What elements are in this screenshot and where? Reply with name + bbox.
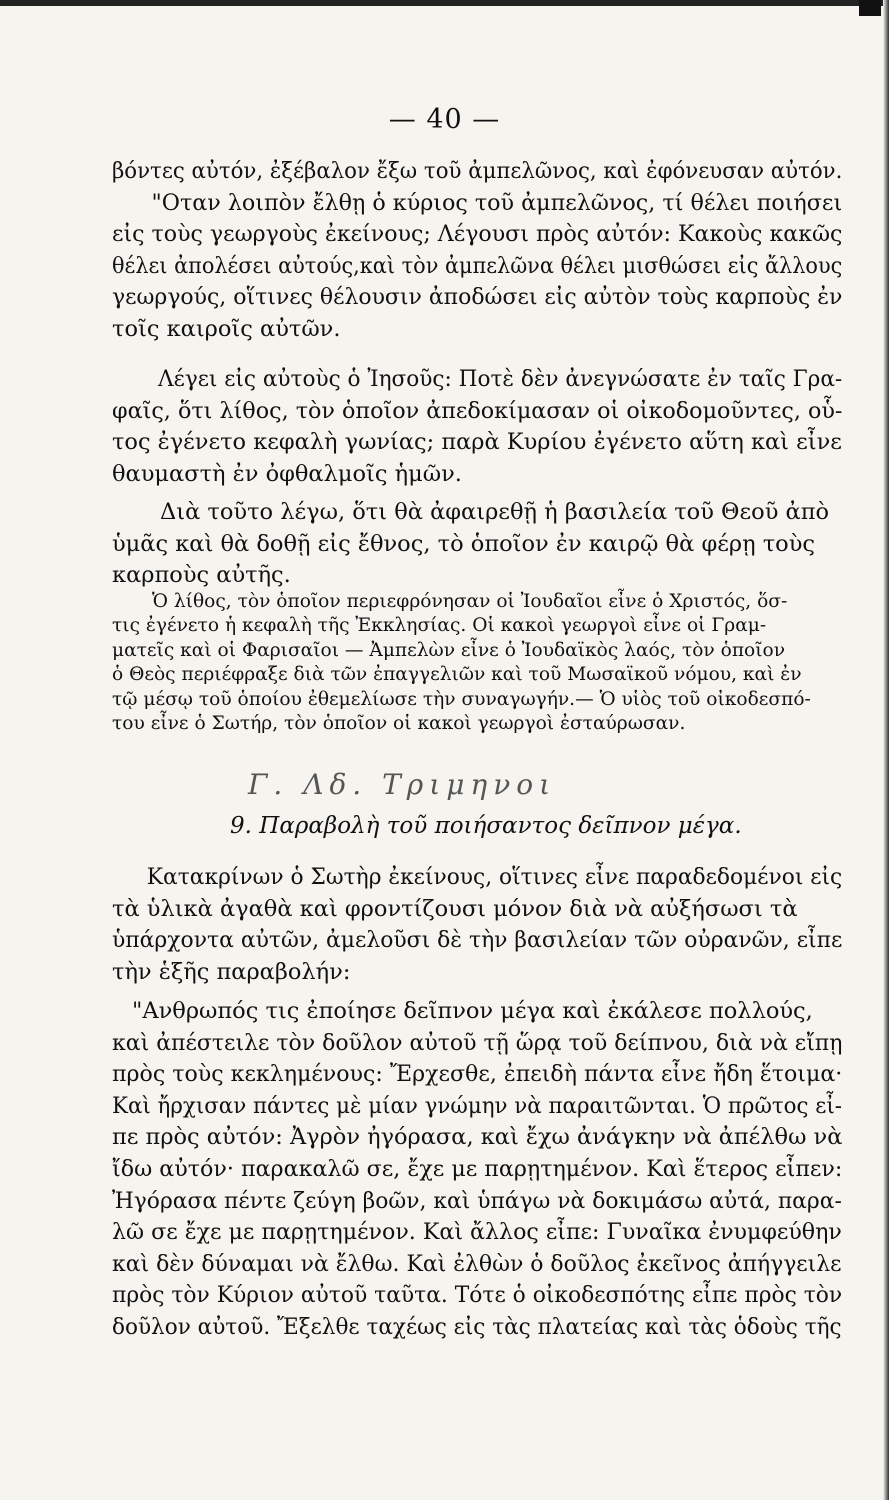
text-line: Κατακρίνων ὁ Σωτὴρ ἐκείνους, οἵτινες εἶνε παραδεδομένοι εἰς bbox=[146, 864, 843, 890]
paragraph-5 bbox=[112, 996, 842, 1344]
text-line: τὰ ὑλικὰ ἀγαθὰ καὶ φροντίζουσι μόνον διὰ νὰ αὐξήσωσι τὰ bbox=[112, 895, 798, 922]
text-line: φαῖς, ὅτι λίθος, τὸν ὁποῖον ἀπεδοκίμασαν οἱ οἰκοδομοῦντες, οὗ- bbox=[112, 397, 843, 424]
text-line: δοῦλον αὐτοῦ. Ἔξελθε ταχέως εἰς τὰς πλατείας καὶ τὰς ὁδοὺς τῆς bbox=[112, 1313, 842, 1340]
text-line: ὑπάρχοντα αὐτῶν, ἀμελοῦσι δὲ τὴν βασιλείαν τῶν οὐρανῶν, εἶπε bbox=[112, 927, 843, 954]
text-line: Ὁ λίθος, τὸν ὁποῖον περιεφρόνησαν οἱ Ἰουδαῖοι εἶνε ὁ Χριστός, ὅσ- bbox=[152, 591, 788, 612]
text-line: τῷ μέσῳ τοῦ ὁποίου ἐθεμελίωσε τὴν συναγωγήν.— Ὁ υἱὸς τοῦ οἰκοδεσπό- bbox=[112, 688, 811, 710]
text-line: Ἠγόρασα πέντε ζεύγη βοῶν, καὶ ὑπάγω νὰ δοκιμάσω αὐτά, παρα- bbox=[112, 1187, 842, 1214]
text-line: "Οταν λοιπὸν ἔλθῃ ὁ κύριος τοῦ ἀμπελῶνος, τί θέλει ποιήσει bbox=[151, 189, 843, 216]
text-line: ὁ Θεὸς περιέφραξε διὰ τῶν ἐπαγγελιῶν καὶ τοῦ Μωσαϊκοῦ νόμου, καὶ ἐν bbox=[112, 664, 802, 686]
text-line: λῶ σε ἔχε με παρῃτημένον. Καὶ ἄλλος εἶπε: Γυναῖκα ἐνυμφεύθην bbox=[112, 1219, 842, 1246]
text-line: πε πρὸς αὐτόν: Ἀγρὸν ἠγόρασα, καὶ ἔχω ἀνάγκην νὰ ἀπέλθω νὰ bbox=[112, 1124, 843, 1151]
text-line: βόντες αὐτόν, ἐξέβαλον ἔξω τοῦ ἀμπελῶνος, καὶ ἐφόνευσαν αὐτόν. bbox=[112, 158, 843, 184]
text-line: τὴν ἑξῆς παραβολήν: bbox=[112, 958, 351, 985]
page-number: — 40 — bbox=[388, 104, 501, 135]
text-line: τοῖς καιροῖς αὐτῶν. bbox=[112, 315, 341, 342]
text-line: ὑμᾶς καὶ θὰ δοθῇ εἰς ἔθνος, τὸ ὁποῖον ἐν καιρῷ θὰ φέρῃ τοὺς bbox=[112, 530, 815, 557]
text-line: πρὸς τοὺς κεκλημένους: Ἔρχεσθε, ἐπειδὴ πάντα εἶνε ἤδη ἕτοιμα· bbox=[112, 1061, 843, 1088]
text-line: γεωργούς, οἵτινες θέλουσιν ἀποδώσει εἰς αὐτὸν τοὺς καρποὺς ἐν bbox=[112, 284, 843, 311]
paragraph-4 bbox=[112, 862, 842, 988]
scan-top-edge bbox=[0, 0, 889, 6]
paragraph-3 bbox=[112, 497, 842, 592]
text-line: Διὰ τοῦτο λέγω, ὅτι θὰ ἀφαιρεθῇ ἡ βασιλεία τοῦ Θεοῦ ἀπὸ bbox=[160, 499, 830, 525]
text-line: καὶ δὲν δύναμαι νὰ ἔλθω. Καὶ ἐλθὼν ὁ δοῦλος ἐκεῖνος ἀπήγγειλε bbox=[112, 1250, 842, 1277]
footnote-paragraph bbox=[112, 590, 842, 736]
text-line: τις ἐγένετο ἡ κεφαλὴ τῆς Ἐκκλησίας. Οἱ κακοὶ γεωργοὶ εἶνε οἱ Γραμ- bbox=[112, 615, 767, 637]
text-line: "Ανθρωπός τις ἐποίησε δεῖπνον μέγα καὶ ἐκάλεσε πολλούς, bbox=[132, 998, 813, 1024]
scan-right-edge bbox=[883, 0, 889, 1500]
paragraph-2 bbox=[112, 364, 842, 490]
text-line: Καὶ ἤρχισαν πάντες μὲ μίαν γνώμην νὰ παραιτῶνται. Ὁ πρῶτος εἶ- bbox=[112, 1092, 842, 1119]
text-line: ματεῖς καὶ οἱ Φαρισαῖοι — Ἀμπελὼν εἶνε ὁ Ἰουδαϊκὸς λαός, τὸν ὁποῖον bbox=[112, 639, 786, 661]
handwritten-annotation: Γ. Λδ. Τριμηνοι bbox=[248, 768, 557, 801]
text-line: θέλει ἀπολέσει αὐτούς,καὶ τὸν ἀμπελῶνα θέλει μισθώσει εἰς ἄλλους bbox=[112, 252, 843, 279]
text-line: θαυμαστὴ ἐν ὀφθαλμοῖς ἡμῶν. bbox=[112, 460, 462, 487]
text-line: του εἶνε ὁ Σωτήρ, τὸν ὁποῖον οἱ κακοὶ γεωργοὶ ἐσταύρωσαν. bbox=[112, 713, 686, 735]
text-line: καὶ ἀπέστειλε τὸν δοῦλον αὐτοῦ τῇ ὥρᾳ τοῦ δείπνου, διὰ νὰ εἴπῃ bbox=[112, 1029, 843, 1056]
section-heading: 9. Παραβολὴ τοῦ ποιήσαντος δεῖπνον μέγα. bbox=[230, 813, 742, 839]
text-line: πρὸς τὸν Κύριον αὐτοῦ ταῦτα. Τότε ὁ οἰκοδεσπότης εἶπε πρὸς τὸν bbox=[112, 1282, 843, 1309]
text-line: καρποὺς αὐτῆς. bbox=[112, 562, 291, 589]
scan-corner-mark bbox=[859, 0, 881, 16]
text-line: εἰς τοὺς γεωργοὺς ἐκείνους; Λέγουσι πρὸς αὐτόν: Κακοὺς κακῶς bbox=[112, 221, 843, 248]
text-line: ἴδω αὐτόν· παρακαλῶ σε, ἔχε με παρῃτημένον. Καὶ ἕτερος εἶπεν: bbox=[112, 1155, 843, 1182]
text-line: τος ἐγένετο κεφαλὴ γωνίας; παρὰ Κυρίου ἐγένετο αὕτη καὶ εἶνε bbox=[112, 429, 842, 456]
paragraph-1 bbox=[112, 156, 842, 346]
text-line: Λέγει εἰς αὐτοὺς ὁ Ἰησοῦς: Ποτὲ δὲν ἀνεγνώσατε ἐν ταῖς Γρα- bbox=[158, 366, 843, 392]
